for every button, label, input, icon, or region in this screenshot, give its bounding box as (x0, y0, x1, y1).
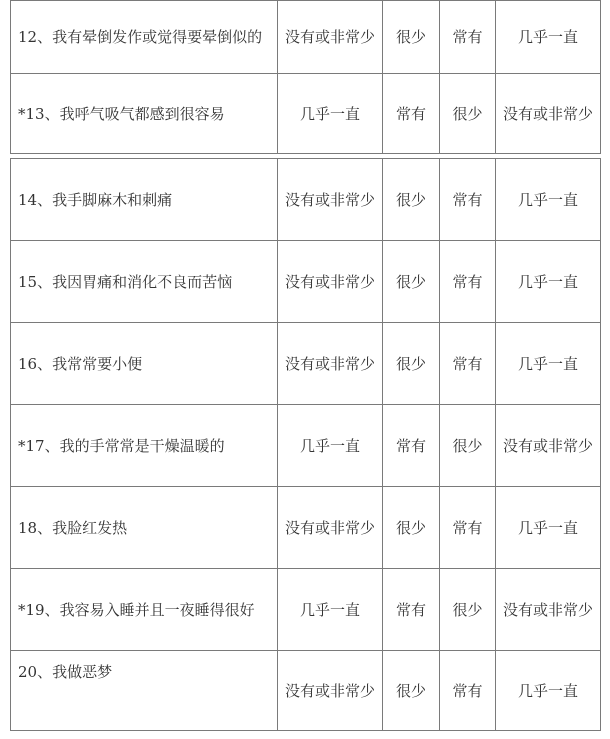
option-b-cell: 很少 (383, 651, 440, 731)
option-a-cell: 没有或非常少 (278, 241, 383, 323)
questionnaire-table-wrap (10, 0, 600, 731)
table-row (11, 569, 601, 651)
option-d-cell: 几乎一直 (496, 487, 601, 569)
question-cell: 18、我脸红发热 (11, 487, 278, 569)
option-b-cell: 很少 (383, 1, 440, 74)
option-a-cell: 没有或非常少 (278, 159, 383, 241)
questionnaire-table (10, 0, 601, 731)
option-d-cell: 没有或非常少 (496, 74, 601, 154)
option-d-cell: 没有或非常少 (496, 405, 601, 487)
option-d-cell: 没有或非常少 (496, 569, 601, 651)
question-cell: *17、我的手常常是干燥温暖的 (11, 405, 278, 487)
option-c-cell: 常有 (440, 159, 496, 241)
option-c-cell: 常有 (440, 323, 496, 405)
option-a-cell: 没有或非常少 (278, 487, 383, 569)
option-b-cell: 常有 (383, 569, 440, 651)
option-a-cell: 几乎一直 (278, 405, 383, 487)
option-a-cell: 几乎一直 (278, 569, 383, 651)
question-cell: *13、我呼气吸气都感到很容易 (11, 74, 278, 154)
question-cell: 15、我因胃痛和消化不良而苦恼 (11, 241, 278, 323)
table-row (11, 651, 601, 731)
table-row (11, 241, 601, 323)
option-a-cell: 没有或非常少 (278, 323, 383, 405)
table-row (11, 74, 601, 154)
option-b-cell: 常有 (383, 405, 440, 487)
question-cell: 14、我手脚麻木和刺痛 (11, 159, 278, 241)
option-d-cell: 几乎一直 (496, 651, 601, 731)
option-b-cell: 很少 (383, 487, 440, 569)
question-cell: 12、我有晕倒发作或觉得要晕倒似的 (11, 1, 278, 74)
table-row (11, 487, 601, 569)
option-c-cell: 常有 (440, 1, 496, 74)
option-c-cell: 很少 (440, 74, 496, 154)
option-d-cell: 几乎一直 (496, 159, 601, 241)
table-row (11, 323, 601, 405)
option-a-cell: 几乎一直 (278, 74, 383, 154)
option-b-cell: 常有 (383, 74, 440, 154)
option-b-cell: 很少 (383, 241, 440, 323)
option-a-cell: 没有或非常少 (278, 1, 383, 74)
option-b-cell: 很少 (383, 323, 440, 405)
option-c-cell: 常有 (440, 487, 496, 569)
option-c-cell: 很少 (440, 405, 496, 487)
option-c-cell: 常有 (440, 651, 496, 731)
table-row (11, 159, 601, 241)
option-b-cell: 很少 (383, 159, 440, 241)
option-d-cell: 几乎一直 (496, 323, 601, 405)
option-d-cell: 几乎一直 (496, 241, 601, 323)
table-row (11, 405, 601, 487)
option-a-cell: 没有或非常少 (278, 651, 383, 731)
question-cell: 16、我常常要小便 (11, 323, 278, 405)
option-c-cell: 常有 (440, 241, 496, 323)
option-d-cell: 几乎一直 (496, 1, 601, 74)
option-c-cell: 很少 (440, 569, 496, 651)
question-cell: 20、我做恶梦 (11, 651, 278, 731)
table-row (11, 1, 601, 74)
question-cell: *19、我容易入睡并且一夜睡得很好 (11, 569, 278, 651)
